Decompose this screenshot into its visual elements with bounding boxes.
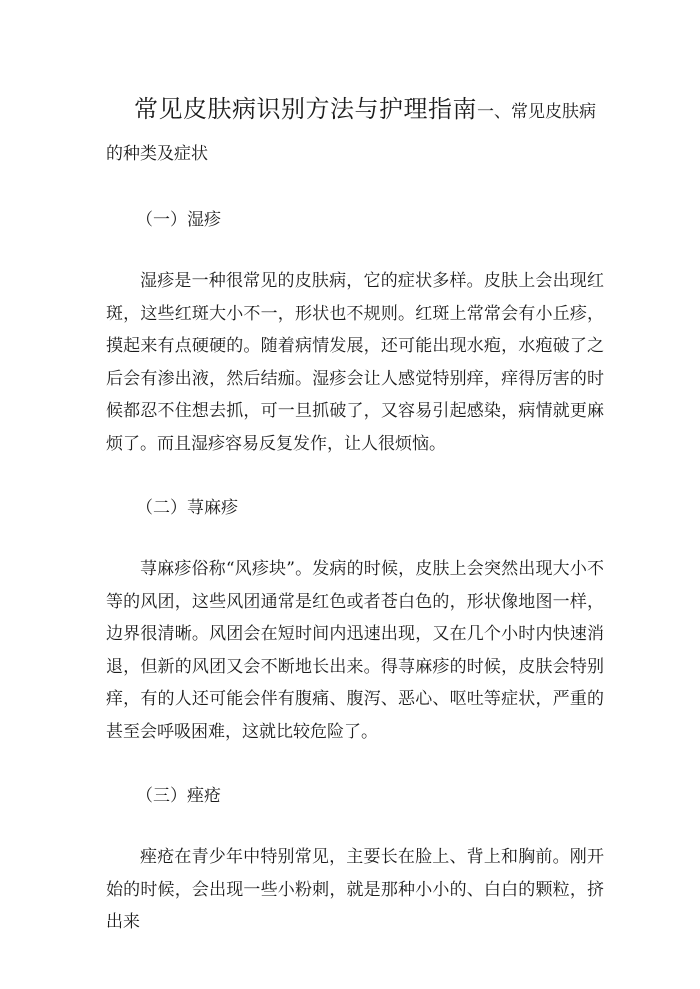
- section-heading-eczema: （一）湿疹: [136, 210, 221, 230]
- section-body-urticaria: 荨麻疹俗称“风疹块”。发病的时候，皮肤上会突然出现大小不等的风团，这些风团通常是红色或者苍白色的，形状像地图一样，边界很清晰。风团会在短时间内迅速出现，又在几个小时内快速消退，但新的风团又会不断地长出来。得荨麻疹的时候，皮肤会特别痒，有的人还可能会伴有腹痛、腹泻、恶心、呕吐等症状，严重的甚至会呼吸困难，这就比较危险了。: [106, 559, 604, 742]
- section-heading-urticaria: （二）荨麻疹: [136, 498, 238, 518]
- title-main: 常见皮肤病识别方法与护理指南: [134, 95, 477, 123]
- section-body-eczema: 湿疹是一种很常见的皮肤病，它的症状多样。皮肤上会出现红斑，这些红斑大小不一，形状也不规则。红斑上常常会有小丘疹，摸起来有点硬硬的。随着病情发展，还可能出现水疱，水疱破了之后会有渗出液，然后结痂。湿疹会让人感觉特别痒，痒得厉害的时候都忍不住想去抓，可一旦抓破了，又容易引起感染，病情就更麻烦了。而且湿疹容易反复发作，让人很烦恼。: [106, 271, 604, 454]
- section-body-acne: 痤疮在青少年中特别常见，主要长在脸上、背上和胸前。刚开始的时候，会出现一些小粉刺，就是那种小小的、白白的颗粒，挤出来: [106, 847, 604, 932]
- section-heading-acne: （三）痤疮: [136, 786, 221, 806]
- document-title: [106, 88, 604, 172]
- title-tail: 一、常见皮肤病的种类及症状: [106, 102, 596, 164]
